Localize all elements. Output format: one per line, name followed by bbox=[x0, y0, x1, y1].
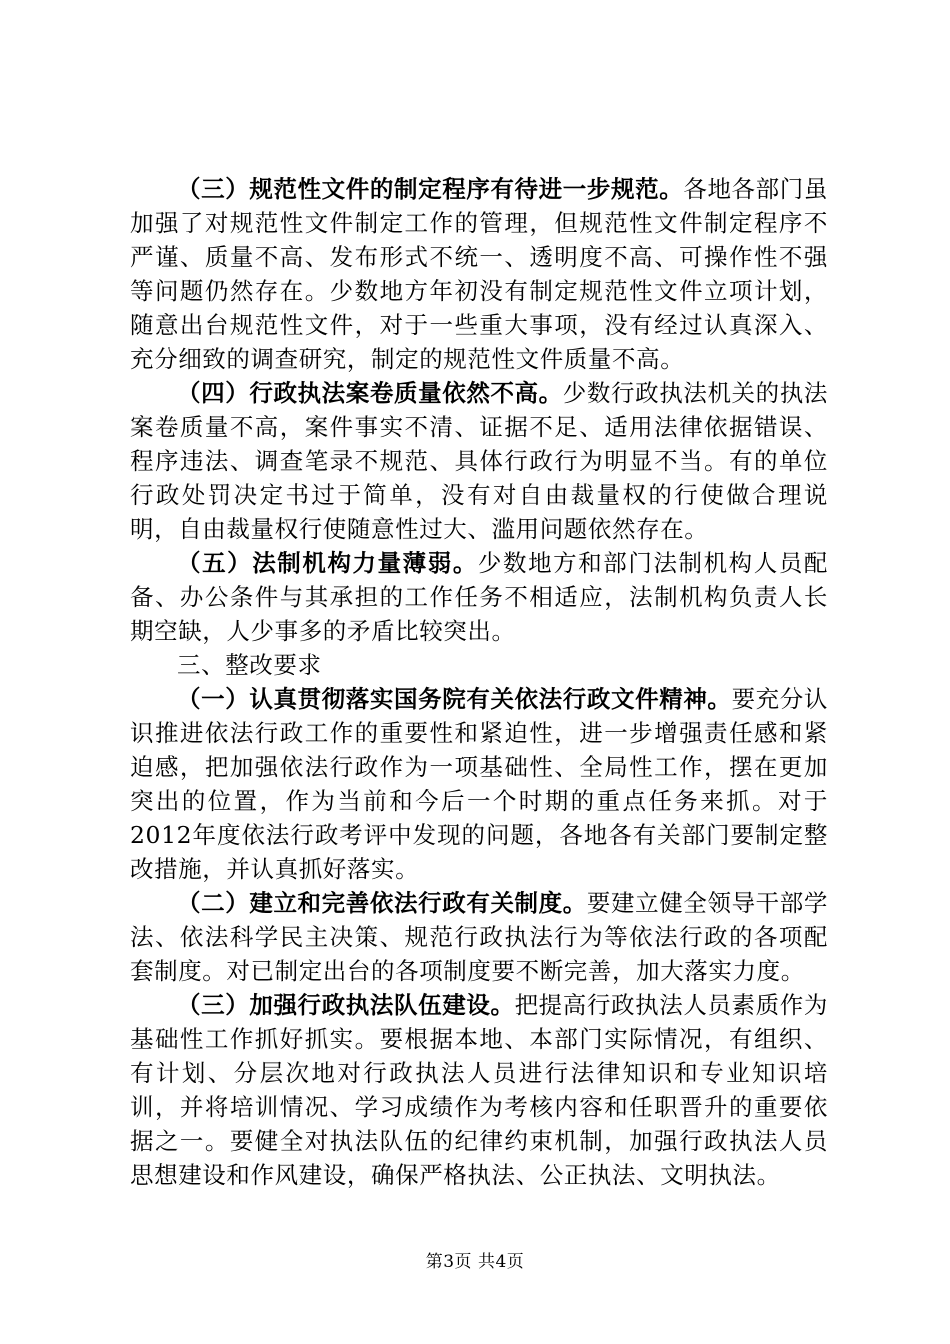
paragraph-text: 要建立健全领导干部学法、依法科学民主决策、规范行政执法行为等依法行政的各项配套制度。对已制定出台的各项制度要不断完善，加大落实力度。 bbox=[130, 889, 829, 985]
paragraph-heading: （三）规范性文件的制定程序有待进一步规范。 bbox=[177, 175, 684, 203]
document-body bbox=[130, 172, 828, 1192]
paragraph-5-legal-institutions bbox=[130, 546, 828, 648]
paragraph-heading: （二）建立和完善依法行政有关制度。 bbox=[177, 889, 587, 917]
paragraph-text: 少数地方和部门法制机构人员配备、办公条件与其承担的工作任务不相适应，法制机构负责人长期空缺，人少事多的矛盾比较突出。 bbox=[130, 549, 829, 645]
paragraph-heading: （五）法制机构力量薄弱。 bbox=[177, 549, 478, 577]
page-footer bbox=[0, 1247, 950, 1272]
paragraph-heading: （三）加强行政执法队伍建设。 bbox=[177, 991, 515, 1019]
section-heading-rectification bbox=[130, 648, 828, 682]
paragraph-text: 把提高行政执法人员素质作为基础性工作抓好抓实。要根据本地、本部门实际情况，有组织、有计划、分层次地对行政执法人员进行法律知识和专业知识培训，并将培训情况、学习成绩作为考核内容和任职晋升的重要依据之一。要健全对执法队伍的纪律约束机制，加强行政执法人员思想建设和作风建设，确保严格执法、公正执法、文明执法。 bbox=[130, 991, 828, 1189]
paragraph-text: 少数行政执法机关的执法案卷质量不高，案件事实不清、证据不足、适用法律依据错误、程序违法、调查笔录不规范、具体行政行为明显不当。有的单位行政处罚决定书过于简单，没有对自由裁量权的行使做合理说明，自由裁量权行使随意性过大、滥用问题依然存在。 bbox=[130, 379, 828, 543]
paragraph-heading: （一）认真贯彻落实国务院有关依法行政文件精神。 bbox=[177, 685, 732, 713]
requirement-1 bbox=[130, 682, 828, 886]
requirement-2 bbox=[130, 886, 828, 988]
paragraph-heading: （四）行政执法案卷质量依然不高。 bbox=[177, 379, 563, 407]
paragraph-4-case-files bbox=[130, 376, 828, 546]
paragraph-text: 各地各部门虽加强了对规范性文件制定工作的管理，但规范性文件制定程序不严谨、质量不高、发布形式不统一、透明度不高、可操作性不强等问题仍然存在。少数地方年初没有制定规范性文件立项计划，随意出台规范性文件，对于一些重大事项，没有经过认真深入、充分细致的调查研究，制定的规范性文件质量不高。 bbox=[130, 175, 828, 373]
requirement-3 bbox=[130, 988, 828, 1192]
section-title: 三、整改要求 bbox=[177, 651, 322, 679]
paragraph-text: 要充分认识推进依法行政工作的重要性和紧迫性，进一步增强责任感和紧迫感，把加强依法行政作为一项基础性、全局性工作，摆在更加突出的位置，作为当前和今后一个时期的重点任务来抓。对于2012年度依法行政考评中发现的问题，各地各有关部门要制定整改措施，并认真抓好落实。 bbox=[130, 685, 828, 883]
paragraph-3-regulatory-documents bbox=[130, 172, 828, 376]
page-number-label: 第3页 共4页 bbox=[425, 1252, 525, 1272]
